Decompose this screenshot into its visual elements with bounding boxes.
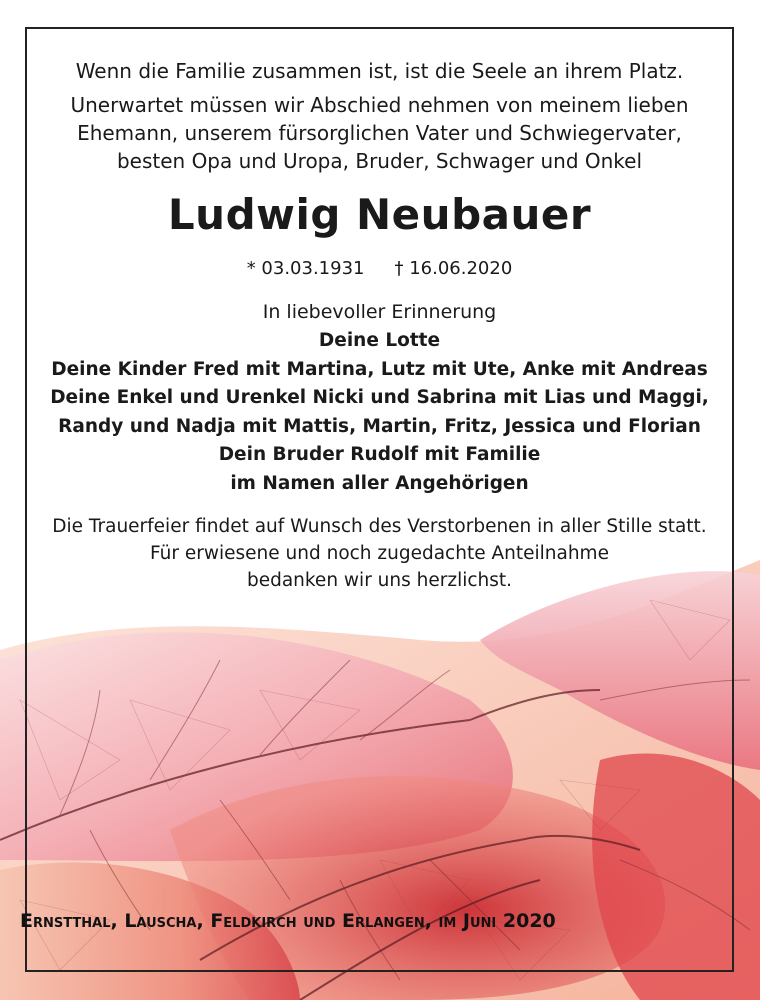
family-list (27, 327, 732, 498)
deceased-name: Ludwig Neubauer (167, 190, 592, 239)
funeral-notice (27, 513, 732, 594)
family-line: Deine Kinder Fred mit Martina, Lutz mit Ute, Anke mit Andreas (51, 358, 708, 380)
notice-line: bedanken wir uns herzlichst. (246, 570, 513, 591)
family-line: Deine Lotte (318, 330, 441, 351)
life-dates (27, 257, 732, 281)
intro-line: besten Opa und Uropa, Bruder, Schwager und Onkel (116, 149, 643, 173)
birth-date: * 03.03.1931 (246, 258, 365, 279)
intro-line: Unerwartet müssen wir Abschied nehmen von meinem lieben (70, 93, 689, 117)
death-date: † 16.06.2020 (394, 258, 513, 279)
intro-text (27, 91, 732, 175)
notice-line: Die Trauerfeier findet auf Wunsch des Verstorbenen in aller Stille statt. (52, 516, 707, 537)
notice-line: Für erwiesene und noch zugedachte Anteilnahme (150, 543, 609, 564)
location-date-footer: Ernstthal, Lauscha, Feldkirch und Erlangen, im Juni 2020 (20, 910, 556, 932)
motto: Wenn die Familie zusammen ist, ist die Seele an ihrem Platz. (75, 59, 684, 83)
memory-line: In liebevoller Erinnerung (262, 301, 497, 323)
family-line: Dein Bruder Rudolf mit Familie (218, 444, 541, 465)
intro-line: Ehemann, unserem fürsorglichen Vater und Schwiegervater, (77, 121, 682, 145)
family-line: Deine Enkel und Urenkel Nicki und Sabrina mit Lias und Maggi, (50, 387, 709, 408)
family-line: im Namen aller Angehörigen (230, 472, 529, 494)
family-line: Randy und Nadja mit Mattis, Martin, Fritz, Jessica und Florian (58, 415, 701, 437)
